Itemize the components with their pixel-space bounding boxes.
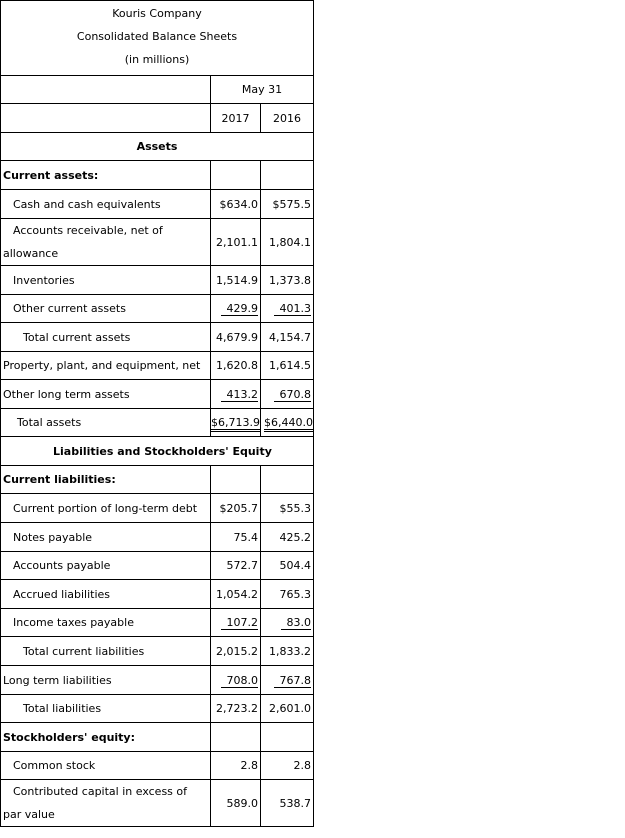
year-2016: 2016 [261,104,314,133]
table-row [1,752,314,780]
balance-sheet-table [0,0,314,827]
table-row [1,323,314,352]
row-label: Common stock [1,752,211,780]
value-2016: 1,833.2 [261,637,314,666]
value-2017: 572.7 [211,552,261,580]
table-row [1,523,314,552]
value-2017: 2,101.1 [211,219,261,266]
units-note: (in millions) [124,53,190,66]
value-2017: 589.0 [211,780,261,827]
table-row [1,409,314,437]
assets-heading: Assets [1,133,314,161]
value-2016: 1,804.1 [261,219,314,266]
row-label: Other long term assets [1,380,211,409]
current-liabilities-heading: Current liabilities: [1,466,211,494]
value-2016: 504.4 [261,552,314,580]
table-row [1,494,314,523]
value-2017: 107.2 [211,609,261,637]
value-2017: 429.9 [211,295,261,323]
period-row [1,76,314,104]
value-2017: 2.8 [211,752,261,780]
current-assets-heading-row [1,161,314,190]
table-row [1,609,314,637]
row-label [1,219,211,266]
current-liabilities-heading-row [1,466,314,494]
value-2016: 4,154.7 [261,323,314,352]
value-2016: 670.8 [261,380,314,409]
row-label: Property, plant, and equipment, net [1,352,211,380]
value-2017: 75.4 [211,523,261,552]
row-label: Accounts payable [1,552,211,580]
value-2017: 708.0 [211,666,261,695]
row-label [1,780,211,827]
value-2017: 2,015.2 [211,637,261,666]
value-2017: 1,054.2 [211,580,261,609]
value-2016: 765.3 [261,580,314,609]
row-label-line2: par value [3,808,55,821]
year-row [1,104,314,133]
period-label: May 31 [211,76,314,104]
table-row [1,552,314,580]
statement-title: Consolidated Balance Sheets [76,30,238,43]
table-row [1,219,314,266]
value-2017: 1,620.8 [211,352,261,380]
value-2016: $575.5 [261,190,314,219]
table-row [1,295,314,323]
current-assets-heading: Current assets: [1,161,211,190]
row-label: Total assets [1,409,211,437]
table-row [1,352,314,380]
row-label: Other current assets [1,295,211,323]
table-row [1,266,314,295]
value-2016: 83.0 [261,609,314,637]
row-label: Notes payable [1,523,211,552]
value-2017: 1,514.9 [211,266,261,295]
row-label: Current portion of long-term debt [1,494,211,523]
value-2016: 425.2 [261,523,314,552]
title-block [1,1,314,76]
table-row [1,190,314,219]
row-label: Long term liabilities [1,666,211,695]
equity-heading-row [1,723,314,752]
value-2016: 1,373.8 [261,266,314,295]
row-label-line2: allowance [3,247,59,260]
table-row [1,780,314,827]
row-label: Total liabilities [1,695,211,723]
row-label: Cash and cash equivalents [1,190,211,219]
value-2016: $6,440.0 [261,409,314,437]
row-label: Total current assets [1,323,211,352]
row-label-line1: Contributed capital in excess of [13,785,188,798]
value-2016: $55.3 [261,494,314,523]
row-label: Total current liabilities [1,637,211,666]
company-name: Kouris Company [112,7,202,20]
value-2017: $6,713.9 [211,409,261,437]
value-2017: 4,679.9 [211,323,261,352]
liabilities-heading-row [1,437,314,466]
value-2016: 538.7 [261,780,314,827]
table-row [1,637,314,666]
table-row [1,666,314,695]
value-2016: 1,614.5 [261,352,314,380]
assets-heading-row [1,133,314,161]
statement-header [1,1,314,76]
value-2017: 2,723.2 [211,695,261,723]
value-2017: $205.7 [211,494,261,523]
table-row [1,695,314,723]
value-2017: 413.2 [211,380,261,409]
equity-heading: Stockholders' equity: [1,723,211,752]
value-2017: $634.0 [211,190,261,219]
row-label-line1: Accounts receivable, net of [13,224,163,237]
row-label: Inventories [1,266,211,295]
value-2016: 2.8 [261,752,314,780]
row-label: Income taxes payable [1,609,211,637]
year-2017: 2017 [211,104,261,133]
liabilities-heading: Liabilities and Stockholders' Equity [1,437,314,466]
value-2016: 401.3 [261,295,314,323]
value-2016: 767.8 [261,666,314,695]
table-row [1,580,314,609]
table-row [1,380,314,409]
value-2016: 2,601.0 [261,695,314,723]
row-label: Accrued liabilities [1,580,211,609]
